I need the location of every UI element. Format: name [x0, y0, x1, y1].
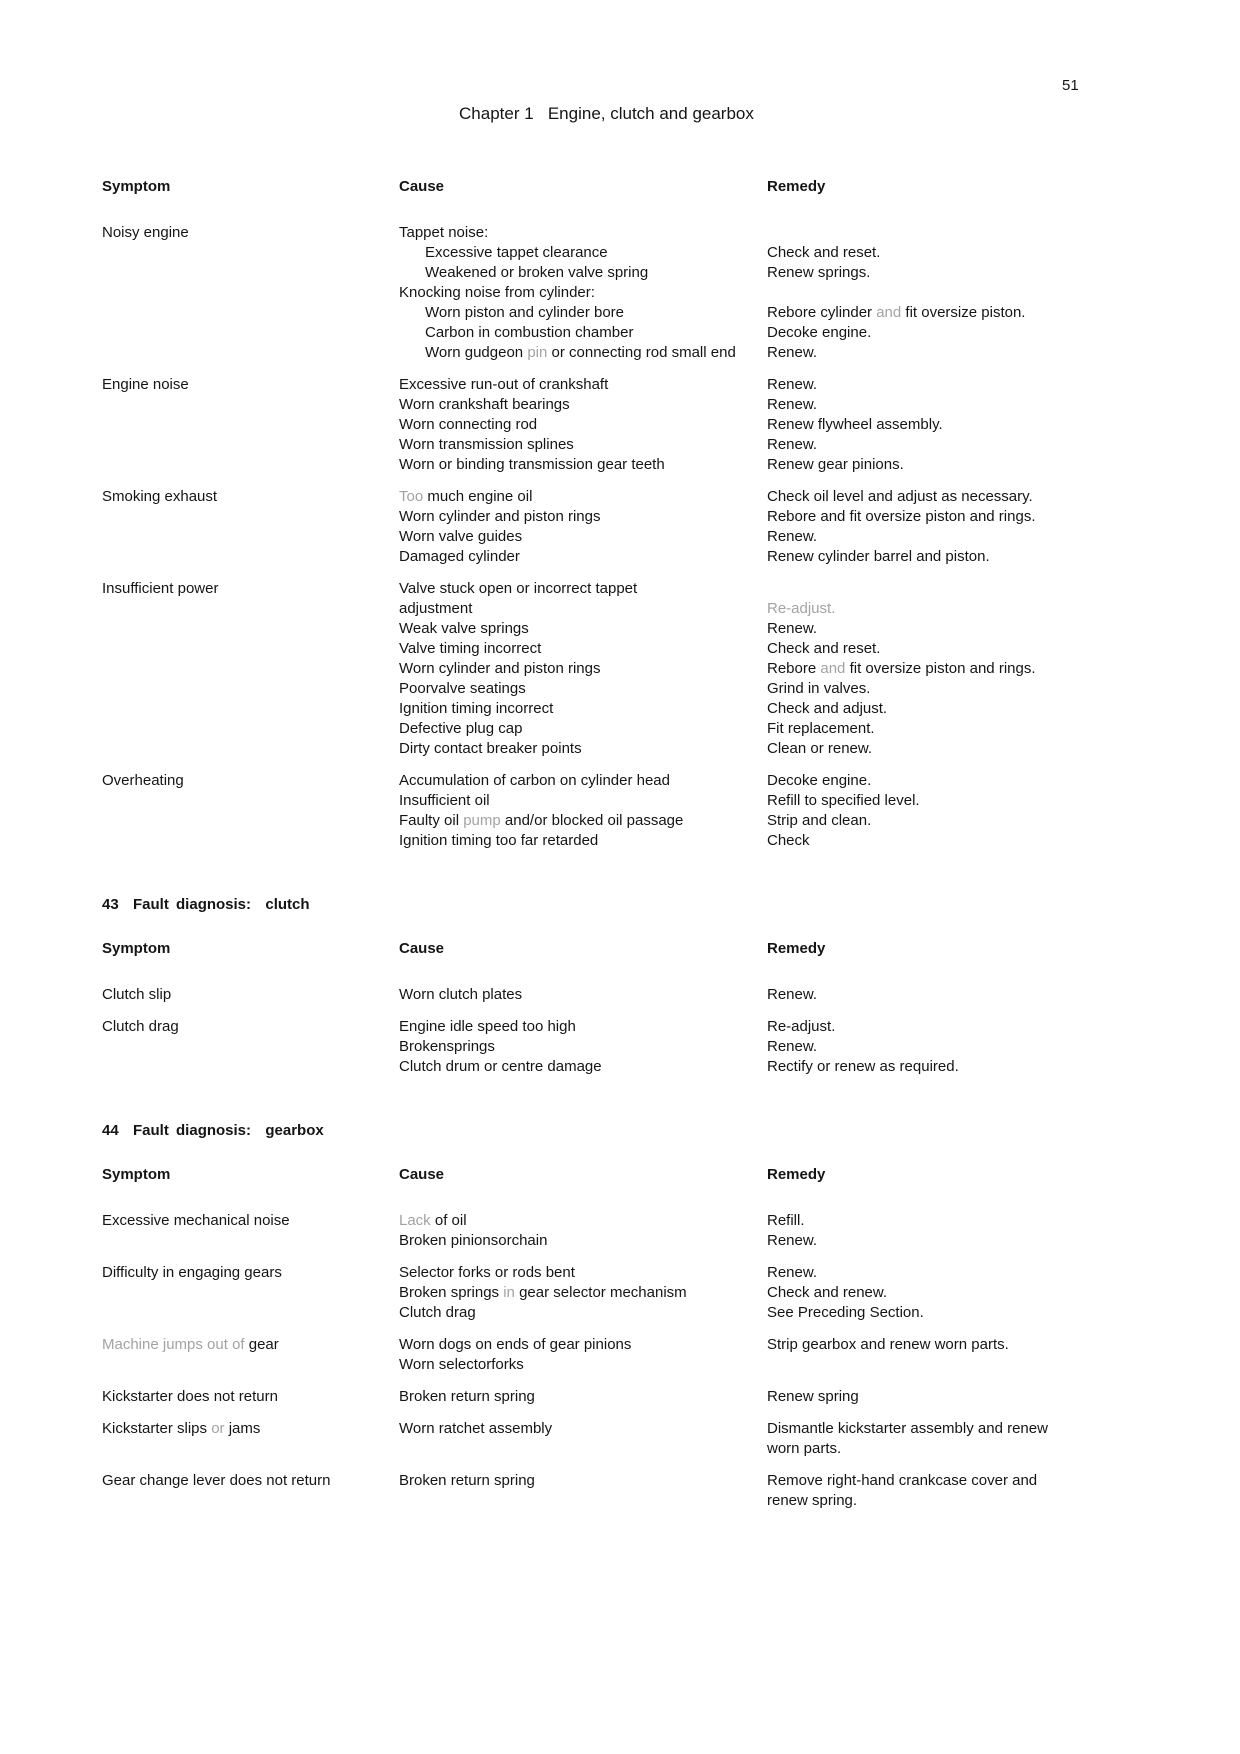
- remedy-cell: [767, 223, 1073, 243]
- cause-cell: Broken return spring: [399, 1472, 535, 1489]
- symptom-cell: [102, 395, 399, 415]
- remedy-cell: Remove right-hand crankcase cover and renew spring.: [767, 1472, 1042, 1509]
- symptom-cell: [102, 659, 399, 679]
- cause-cell: Defective plug cap: [399, 720, 523, 737]
- cause-cell: Weak valve springs: [399, 620, 529, 637]
- remedy-cell: Renew flywheel assembly.: [767, 416, 943, 433]
- remedy-cell: Renew cylinder barrel and piston.: [767, 548, 990, 565]
- remedy-cell: Refill.: [767, 1212, 805, 1229]
- cause-cell: Carbon in combustion chamber: [425, 324, 634, 341]
- symptom-cell: Clutch drag: [102, 1018, 179, 1035]
- symptom-cell: Kickstarter does not return: [102, 1388, 278, 1405]
- remedy-cell: Grind in valves.: [767, 680, 871, 697]
- fault-table-gearbox: [102, 1089, 1073, 1523]
- remedy-cell: Fit replacement.: [767, 720, 875, 737]
- cause-cell: Worn cylinder and piston rings: [399, 508, 601, 525]
- cause-cell: Too much engine oil: [399, 488, 533, 505]
- column-header-cause: Cause: [399, 940, 445, 957]
- remedy-cell: Strip and clean.: [767, 812, 872, 829]
- cause-cell: Selector forks or rods bent: [399, 1264, 575, 1281]
- cause-cell: Excessive run-out of crankshaft: [399, 376, 609, 393]
- remedy-cell: Renew.: [767, 1264, 818, 1281]
- remedy-cell: Renew.: [767, 376, 818, 393]
- faint-scan-text: pin: [527, 344, 548, 361]
- symptom-cell: Gear change lever does not return: [102, 1472, 331, 1489]
- symptom-cell: [102, 455, 399, 475]
- remedy-cell: Decoke engine.: [767, 324, 872, 341]
- cause-cell: Excessive tappet clearance: [425, 244, 608, 261]
- symptom-cell: [102, 415, 399, 435]
- remedy-cell: [767, 579, 1073, 599]
- fault-tables: [102, 177, 1073, 1523]
- symptom-cell: Engine noise: [102, 376, 189, 393]
- remedy-cell: Re-adjust.: [767, 1018, 836, 1035]
- symptom-cell: [102, 323, 399, 343]
- cause-cell: Damaged cylinder: [399, 548, 520, 565]
- symptom-cell: Kickstarter slips or jams: [102, 1420, 261, 1437]
- remedy-cell: [767, 1355, 1073, 1375]
- table-row: [102, 1263, 1073, 1323]
- cause-cell: Worn gudgeon pin or connecting rod small end: [425, 344, 736, 361]
- table-row: [102, 771, 1073, 851]
- column-headers: [102, 939, 1073, 959]
- faint-scan-text: Machine jumps out of: [102, 1336, 245, 1353]
- cause-cell: Ignition timing incorrect: [399, 700, 554, 717]
- symptom-cell: [102, 719, 399, 739]
- symptom-cell: [102, 263, 399, 283]
- cause-cell: Worn piston and cylinder bore: [425, 304, 624, 321]
- symptom-cell: [102, 599, 399, 619]
- cause-cell: Broken pinionsorchain: [399, 1232, 548, 1249]
- section-heading: 43 Fault diagnosis: clutch: [102, 896, 310, 913]
- remedy-cell: Rebore cylinder and fit oversize piston.: [767, 304, 1026, 321]
- cause-cell: Poorvalve seatings: [399, 680, 526, 697]
- symptom-cell: [102, 283, 399, 303]
- fault-table-clutch: [102, 863, 1073, 1089]
- table-row: [102, 1387, 1073, 1407]
- column-header-cause: Cause: [399, 1166, 445, 1183]
- table-row: [102, 487, 1073, 567]
- table-row: [102, 985, 1073, 1005]
- remedy-cell: Rebore and fit oversize piston and rings.: [767, 508, 1036, 525]
- cause-cell: Brokensprings: [399, 1038, 495, 1055]
- page-title: Chapter 1 Engine, clutch and gearbox: [459, 104, 754, 123]
- column-headers: [102, 177, 1073, 197]
- remedy-cell: Renew.: [767, 620, 818, 637]
- remedy-cell: Check and reset.: [767, 244, 881, 261]
- symptom-cell: [102, 343, 399, 363]
- cause-cell: Worn ratchet assembly: [399, 1420, 553, 1437]
- remedy-cell: Check oil level and adjust as necessary.: [767, 488, 1033, 505]
- remedy-cell: Refill to specified level.: [767, 792, 920, 809]
- section-heading: 44 Fault diagnosis: gearbox: [102, 1122, 324, 1139]
- cause-cell: Tappet noise:: [399, 224, 489, 241]
- remedy-cell: [767, 599, 1073, 619]
- remedy-cell: Check and renew.: [767, 1284, 888, 1301]
- cause-cell: Worn crankshaft bearings: [399, 396, 570, 413]
- remedy-cell: Renew gear pinions.: [767, 456, 904, 473]
- symptom-cell: [102, 811, 399, 831]
- page-number: 51: [1062, 77, 1079, 94]
- symptom-cell: Excessive mechanical noise: [102, 1212, 290, 1229]
- cause-cell: Knocking noise from cylinder:: [399, 284, 595, 301]
- symptom-cell: [102, 1231, 399, 1251]
- cause-cell: Worn or binding transmission gear teeth: [399, 456, 665, 473]
- column-header-symptom: Symptom: [102, 178, 171, 195]
- cause-cell: Worn connecting rod: [399, 416, 538, 433]
- remedy-cell: Renew.: [767, 1038, 818, 1055]
- symptom-cell: [102, 1355, 399, 1375]
- column-headers: [102, 1165, 1073, 1185]
- remedy-cell: Renew.: [767, 344, 818, 361]
- faint-scan-text: in: [503, 1284, 515, 1301]
- cause-cell: Insufficient oil: [399, 792, 490, 809]
- fault-table-engine: [102, 177, 1073, 863]
- remedy-cell: Decoke engine.: [767, 772, 872, 789]
- cause-cell: Worn cylinder and piston rings: [399, 660, 601, 677]
- symptom-cell: [102, 507, 399, 527]
- cause-cell: Clutch drum or centre damage: [399, 1058, 602, 1075]
- symptom-cell: Insufficient power: [102, 580, 219, 597]
- table-row: [102, 223, 1073, 363]
- column-header-remedy: Remedy: [767, 178, 826, 195]
- symptom-cell: [102, 679, 399, 699]
- cause-cell: Engine idle speed too high: [399, 1018, 576, 1035]
- symptom-cell: [102, 791, 399, 811]
- remedy-cell: Renew spring: [767, 1388, 859, 1405]
- cause-cell: Valve stuck open or incorrect tappet: [399, 580, 638, 597]
- remedy-cell: Renew springs.: [767, 264, 871, 281]
- cause-cell: Valve timing incorrect: [399, 640, 542, 657]
- symptom-cell: [102, 1057, 399, 1077]
- symptom-cell: [102, 1303, 399, 1323]
- cause-cell: Worn clutch plates: [399, 986, 523, 1003]
- table-row: [102, 579, 1073, 759]
- symptom-cell: Clutch slip: [102, 986, 172, 1003]
- column-header-symptom: Symptom: [102, 1166, 171, 1183]
- column-header-remedy: Remedy: [767, 940, 826, 957]
- table-row: [102, 375, 1073, 475]
- cause-cell: Worn selectorforks: [399, 1356, 524, 1373]
- symptom-cell: [102, 699, 399, 719]
- cause-cell: Weakened or broken valve spring: [425, 264, 649, 281]
- faint-scan-text: and: [820, 660, 846, 677]
- symptom-cell: [102, 527, 399, 547]
- remedy-cell: See Preceding Section.: [767, 1304, 924, 1321]
- cause-cell: Lack of oil: [399, 1212, 467, 1229]
- symptom-cell: [102, 303, 399, 323]
- page-header: [102, 78, 1092, 150]
- cause-cell: Worn valve guides: [399, 528, 523, 545]
- remedy-cell: Rectify or renew as required.: [767, 1058, 959, 1075]
- symptom-cell: [102, 547, 399, 567]
- table-row: [102, 1335, 1073, 1375]
- remedy-cell: [767, 283, 1073, 303]
- symptom-cell: [102, 243, 399, 263]
- faint-scan-text: Too: [399, 488, 424, 505]
- remedy-cell: Check and adjust.: [767, 700, 888, 717]
- remedy-cell: Renew.: [767, 396, 818, 413]
- remedy-cell: Renew.: [767, 436, 818, 453]
- remedy-cell: Renew.: [767, 1232, 818, 1249]
- table-row: [102, 1419, 1073, 1459]
- symptom-cell: [102, 1283, 399, 1303]
- remedy-cell: Strip gearbox and renew worn parts.: [767, 1336, 1009, 1353]
- remedy-cell: Renew.: [767, 528, 818, 545]
- cause-cell: Dirty contact breaker points: [399, 740, 582, 757]
- remedy-cell: Clean or renew.: [767, 740, 873, 757]
- table-row: [102, 1017, 1073, 1077]
- symptom-cell: Noisy engine: [102, 224, 189, 241]
- remedy-cell: Renew.: [767, 986, 818, 1003]
- cause-cell: Broken return spring: [399, 1388, 535, 1405]
- cause-cell: Accumulation of carbon on cylinder head: [399, 772, 670, 789]
- remedy-cell: Dismantle kickstarter assembly and renew worn parts.: [767, 1420, 1053, 1457]
- faint-scan-text: Lack: [399, 1212, 431, 1229]
- symptom-cell: [102, 435, 399, 455]
- remedy-cell: Rebore and fit oversize piston and rings.: [767, 660, 1036, 677]
- cause-cell: Ignition timing too far retarded: [399, 832, 599, 849]
- faint-scan-text: Re-adjust.: [767, 600, 836, 617]
- cause-cell: Faulty oil pump and/or blocked oil passage: [399, 812, 684, 829]
- faint-scan-text: or: [211, 1420, 225, 1437]
- column-header-cause: Cause: [399, 178, 445, 195]
- symptom-cell: Overheating: [102, 772, 184, 789]
- symptom-cell: [102, 619, 399, 639]
- table-row: [102, 1471, 1073, 1511]
- column-header-remedy: Remedy: [767, 1166, 826, 1183]
- cause-cell: adjustment: [399, 600, 473, 617]
- cause-cell: Clutch drag: [399, 1304, 476, 1321]
- faint-scan-text: pump: [463, 812, 501, 829]
- symptom-cell: [102, 831, 399, 851]
- symptom-cell: [102, 739, 399, 759]
- remedy-cell: Check and reset.: [767, 640, 881, 657]
- column-header-symptom: Symptom: [102, 940, 171, 957]
- cause-cell: Broken springs in gear selector mechanism: [399, 1284, 687, 1301]
- cause-cell: Worn transmission splines: [399, 436, 574, 453]
- faint-scan-text: and: [876, 304, 902, 321]
- table-row: [102, 1211, 1073, 1251]
- symptom-cell: Smoking exhaust: [102, 488, 218, 505]
- symptom-cell: [102, 639, 399, 659]
- remedy-cell: Check: [767, 832, 810, 849]
- symptom-cell: [102, 1037, 399, 1057]
- symptom-cell: Machine jumps out of gear: [102, 1336, 279, 1353]
- cause-cell: Worn dogs on ends of gear pinions: [399, 1336, 632, 1353]
- symptom-cell: Difficulty in engaging gears: [102, 1264, 282, 1281]
